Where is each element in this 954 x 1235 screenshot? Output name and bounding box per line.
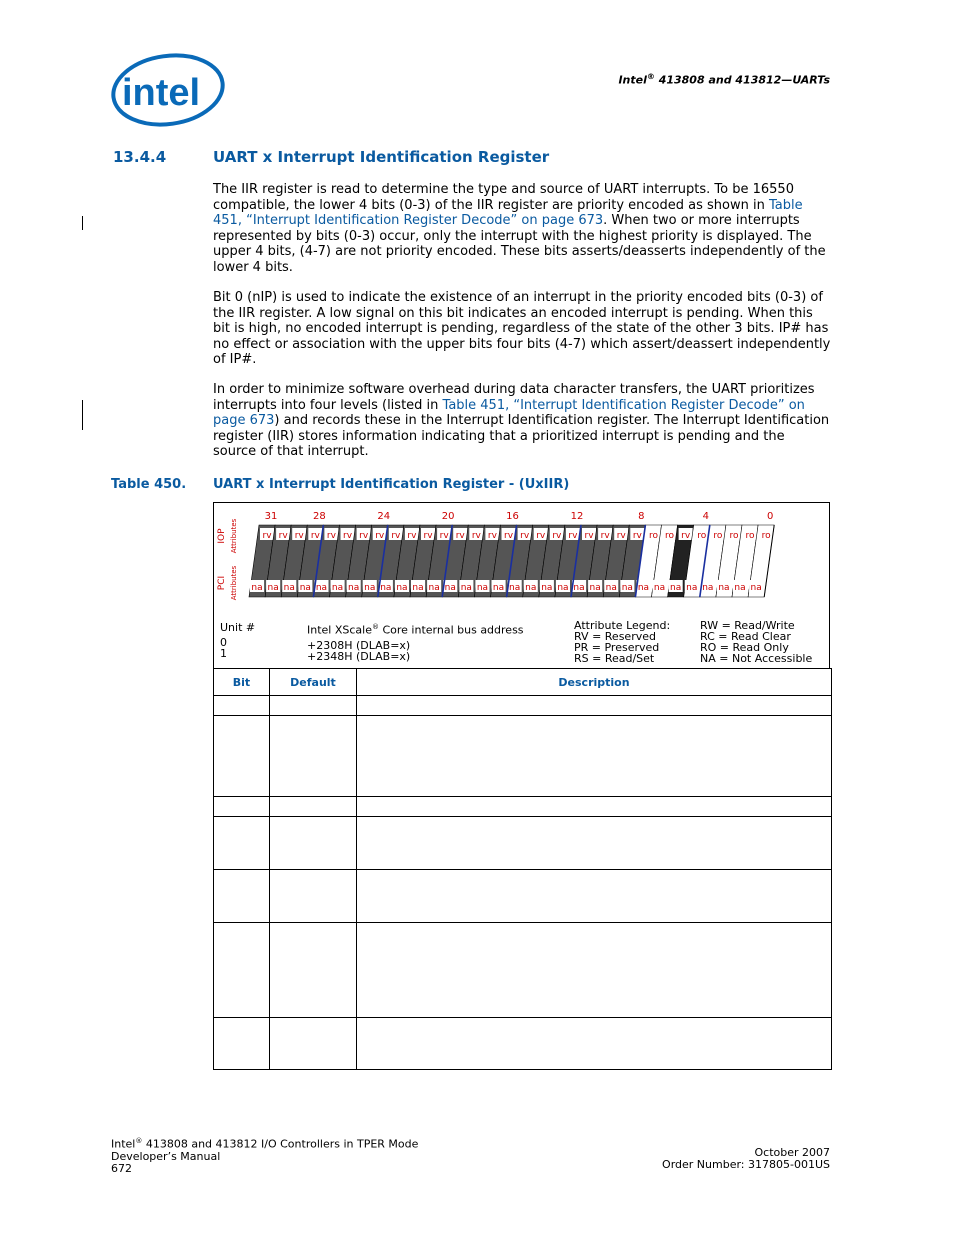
pci-label: PCI	[217, 575, 227, 591]
pci-attr: na	[299, 583, 311, 593]
pci-attr: na	[331, 583, 344, 593]
iop-attr: ro	[761, 531, 771, 541]
pci-attr: na	[492, 583, 505, 593]
pci-attr: na	[541, 583, 553, 593]
register-diagram	[213, 502, 830, 669]
page-number: 672	[111, 1161, 132, 1175]
iop-attr: rv	[584, 531, 594, 541]
table-caption	[111, 477, 569, 492]
table-header-row	[214, 669, 832, 696]
intel-logo	[108, 50, 228, 130]
pci-attr: na	[557, 583, 569, 593]
iop-attr: rv	[552, 531, 562, 541]
pci-attr: na	[444, 583, 456, 593]
pci-attr: na	[348, 583, 360, 593]
iop-attr: rv	[262, 531, 272, 541]
table-451-link[interactable]: Table 451, “Interrupt Identification Register Decode” on page 673	[213, 397, 805, 428]
table-row	[214, 696, 832, 716]
pci-attr: na	[428, 583, 440, 593]
pci-attributes-label: Attributes	[230, 565, 238, 601]
iop-attributes-label: Attributes	[230, 518, 238, 554]
pci-attr: na	[396, 583, 408, 593]
pci-attr: na	[364, 583, 376, 593]
section-number: 13.4.4	[113, 148, 167, 166]
bit-number: 0	[766, 511, 774, 522]
iop-attr: ro	[648, 531, 658, 541]
table-number: Table 450.	[111, 477, 187, 492]
table-row	[214, 716, 832, 797]
iop-attr: rv	[568, 531, 578, 541]
address-column	[307, 622, 524, 662]
bit-number: 4	[702, 511, 709, 522]
iop-attr: rv	[326, 531, 336, 541]
pci-attr: na	[750, 583, 762, 593]
iop-attr: rv	[407, 531, 417, 541]
table-title: UART x Interrupt Identification Register - (UxIIR)	[213, 477, 570, 492]
unit-column	[220, 622, 255, 659]
iop-attr: rv	[536, 531, 546, 541]
unit-1: 1	[220, 647, 227, 660]
iop-attr: rv	[359, 531, 369, 541]
running-header: Intel® 413808 and 413812—UARTs	[618, 72, 830, 87]
footer-manual: Developer’s Manual	[111, 1149, 221, 1163]
pci-attr: na	[315, 583, 328, 593]
pci-attr: na	[251, 583, 263, 593]
iop-label: IOP	[217, 528, 227, 544]
footer-order-number: Order Number: 317805-001US	[662, 1158, 830, 1171]
iop-attr: rv	[278, 531, 288, 541]
unit-0: 0	[220, 636, 227, 649]
pci-attr: na	[476, 583, 489, 593]
pci-attr: na	[637, 583, 650, 593]
footer-product: Intel® 413808 and 413812 I/O Controllers in TPER Mode	[111, 1137, 419, 1151]
pci-attr: na	[702, 583, 714, 593]
iop-attr: rv	[310, 531, 320, 541]
iop-attr: rv	[391, 531, 401, 541]
iop-attr: rv	[423, 531, 433, 541]
pci-attr: na	[412, 583, 424, 593]
bit-number: 28	[312, 511, 326, 522]
table-row	[214, 797, 832, 817]
header-bit: Bit	[214, 669, 270, 696]
iop-attr: rv	[439, 531, 449, 541]
iop-attr: rv	[681, 531, 691, 541]
iop-attr: ro	[745, 531, 755, 541]
iop-attr: ro	[729, 531, 739, 541]
pci-attr: na	[605, 583, 617, 593]
paragraph-2: Bit 0 (nIP) is used to indicate the existence of an interrupt in the priority encoded bits (0-3) of the IIR register. A low signal on this bit indicates an encoded interrupt is pending. When this bit is high, no encoded interrupt is pending, regardless of the state of the other 3 bits. IP# has no effect or association with the upper bits four bits (4-7) which assert/deassert independently of IP#.	[213, 290, 831, 367]
bit-number: 16	[506, 511, 519, 522]
bit-number: 20	[441, 511, 455, 522]
pci-attr: na	[621, 583, 633, 593]
pci-attr: na	[589, 583, 601, 593]
pci-attr: na	[686, 583, 698, 593]
section-heading	[113, 148, 549, 166]
legend-title: Attribute Legend:	[574, 619, 671, 632]
header-description: Description	[357, 669, 832, 696]
pci-attr: na	[525, 583, 537, 593]
table-451-link[interactable]: Table 451, “Interrupt Identification Register Decode” on page 673	[213, 197, 803, 228]
iop-attr: rv	[375, 531, 385, 541]
pci-attr: na	[460, 583, 472, 593]
table-row	[214, 923, 832, 1018]
footer-date: October 2007	[754, 1146, 830, 1159]
paragraph-3: In order to minimize software overhead during data character transfers, the UART prioritizes interrupts into four levels (listed in Table 451, “Interrupt Identification Register Decode” on page 673) and records these in the Interrupt Identification register. The Interrupt Identification register (IIR) stores information indicating that a prioritized interrupt is pending and the source of that interrupt.	[213, 382, 830, 459]
iop-attr: rv	[455, 531, 465, 541]
iop-attr: rv	[632, 531, 642, 541]
bit-field-graphic	[214, 503, 829, 613]
iop-attr: rv	[343, 531, 353, 541]
header-default: Default	[270, 669, 357, 696]
iop-attr: rv	[616, 531, 626, 541]
pci-attr: na	[267, 583, 279, 593]
pci-attr: na	[718, 583, 730, 593]
change-bar	[82, 216, 83, 230]
iop-attr: rv	[487, 531, 497, 541]
address-header: Intel XScale® Core internal bus address	[307, 623, 524, 637]
iop-attr: rv	[504, 531, 514, 541]
logo-wordmark: intel	[122, 72, 201, 114]
pci-attr: na	[653, 583, 666, 593]
pci-attr: na	[670, 583, 682, 593]
bit-number: 24	[377, 511, 391, 522]
iop-attr: rv	[520, 531, 530, 541]
iop-attr: ro	[697, 531, 707, 541]
table-row	[214, 870, 832, 923]
section-title: UART x Interrupt Identification Register	[213, 148, 550, 166]
pci-attr: na	[509, 583, 521, 593]
address-0: +2308H (DLAB=x)	[307, 638, 411, 652]
footer-right	[662, 1147, 830, 1171]
change-bar	[82, 400, 83, 430]
address-1: +2348H (DLAB=x)	[307, 649, 411, 663]
paragraph-1: The IIR register is read to determine the type and source of UART interrupts. To be 16550 compatible, the lower 4 bits (0-3) of the IIR register are priority encoded as shown in Table 451, “Interrupt Identification Register Decode” on page 673. When two or more interrupts represented by bits (0-3) occur, only the interrupt with the highest priority is displayed. The upper 4 bits, (4-7) are not priority encoded. These bits asserts/deasserts independently of the lower 4 bits.	[213, 182, 826, 275]
pci-attr: na	[573, 583, 585, 593]
table-row	[214, 817, 832, 870]
unit-header: Unit #	[220, 621, 256, 634]
register-description-table	[213, 668, 832, 1070]
attribute-legend-right: RW = Read/Write RC = Read Clear RO = Read Only NA = Not Accessible	[700, 619, 813, 665]
iop-attr: ro	[665, 531, 675, 541]
pci-attr: na	[380, 583, 392, 593]
attribute-legend-left: Attribute Legend: RV = Reserved PR = Preserved RS = Read/Set	[574, 619, 671, 665]
iop-attr: rv	[600, 531, 610, 541]
bit-number: 8	[638, 511, 645, 522]
bit-number: 12	[570, 511, 584, 522]
bit-number: 31	[264, 511, 278, 522]
footer-left	[111, 1135, 418, 1175]
iop-attr: ro	[713, 531, 723, 541]
iop-attr: rv	[471, 531, 481, 541]
pci-attr: na	[283, 583, 295, 593]
pci-attr: na	[734, 583, 746, 593]
iop-attr: rv	[294, 531, 304, 541]
table-row	[214, 1018, 832, 1070]
